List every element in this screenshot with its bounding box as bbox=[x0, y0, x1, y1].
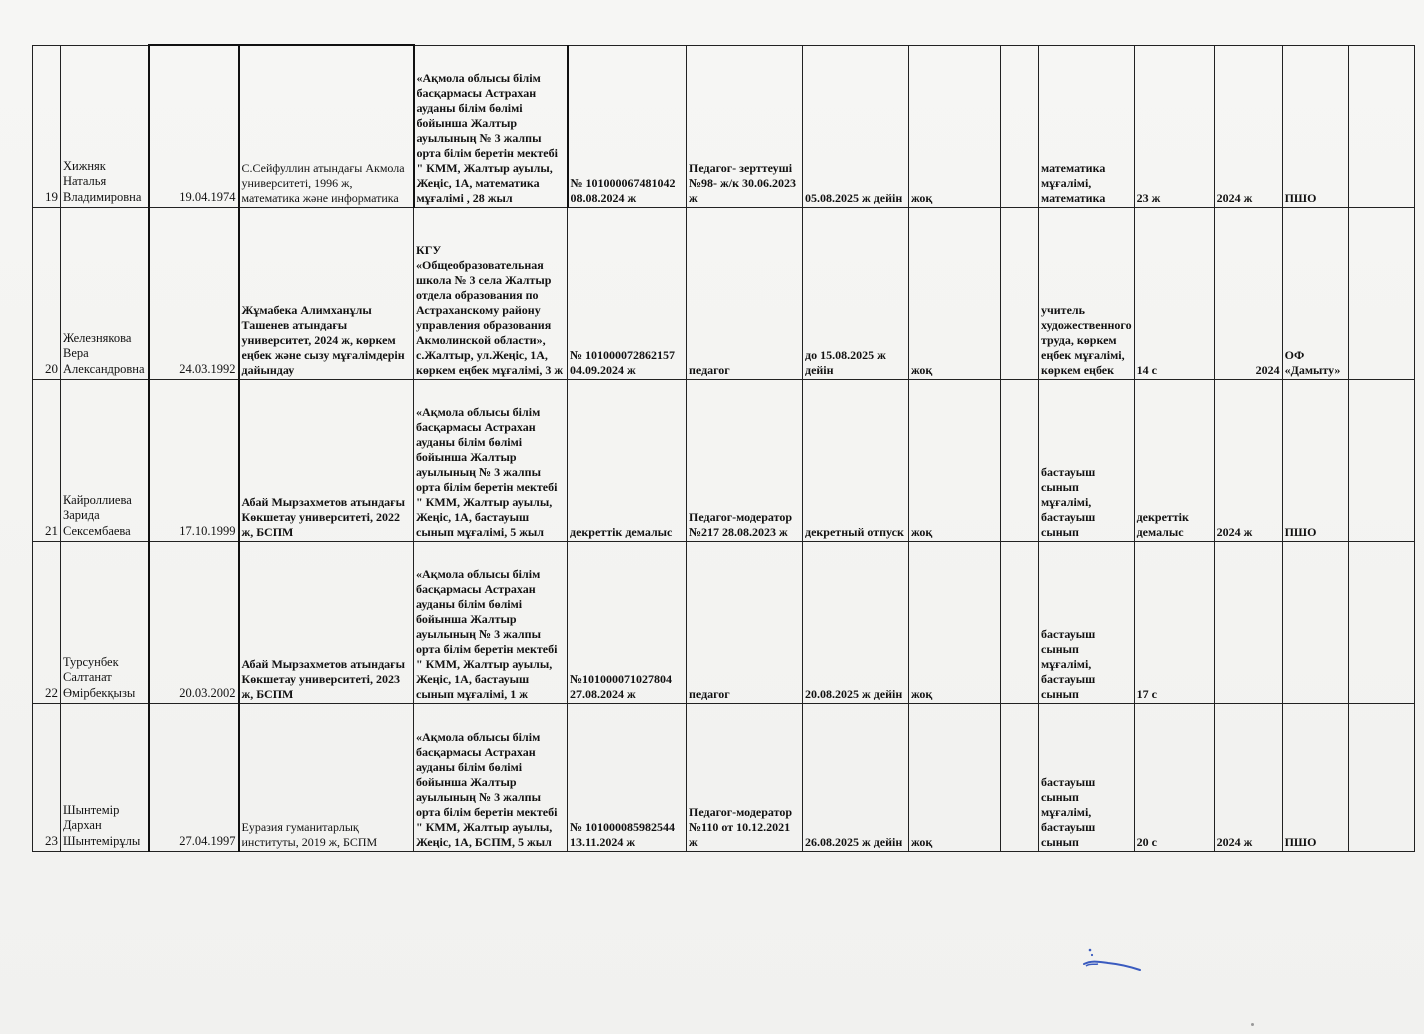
row-number: 20 bbox=[33, 207, 61, 379]
workload-cell: декреттік демалыс bbox=[1134, 379, 1214, 541]
workload-cell: 23 ж bbox=[1134, 45, 1214, 207]
education-cell: Еуразия гуманитарлық институты, 2019 ж, БСПМ bbox=[239, 703, 414, 851]
teacher-name: Железнякова Вера Александровна bbox=[61, 207, 149, 379]
position-cell: бастауыш сынып мұғалімі, бастауыш сынып bbox=[1039, 541, 1135, 703]
organization-cell: ПШО bbox=[1282, 703, 1348, 851]
birth-date: 24.03.1992 bbox=[149, 207, 239, 379]
certificate-cell: декреттік демалыс bbox=[568, 379, 687, 541]
empty-cell bbox=[1001, 541, 1039, 703]
row-number: 23 bbox=[33, 703, 61, 851]
empty-cell bbox=[1001, 207, 1039, 379]
position-cell: учитель художественного труда, көркем еңбек мұғалімі, көркем еңбек bbox=[1039, 207, 1135, 379]
scan-speck bbox=[1251, 1023, 1254, 1026]
education-cell: С.Сейфуллин атындағы Акмола университеті, 1996 ж, математика және информатика bbox=[239, 45, 414, 207]
certificate-cell: № 101000067481042 08.08.2024 ж bbox=[568, 45, 687, 207]
birth-date: 20.03.2002 bbox=[149, 541, 239, 703]
row-number: 22 bbox=[33, 541, 61, 703]
qualification-category: педагог bbox=[687, 541, 803, 703]
table-row bbox=[33, 207, 1415, 379]
empty-cell bbox=[1001, 379, 1039, 541]
spare-cell bbox=[1348, 703, 1414, 851]
staff-table bbox=[32, 44, 1415, 852]
education-cell: Абай Мырзахметов атындағы Көкшетау университеті, 2022 ж, БСПМ bbox=[239, 379, 414, 541]
certificate-cell: № 101000085982544 13.11.2024 ж bbox=[568, 703, 687, 851]
birth-date: 27.04.1997 bbox=[149, 703, 239, 851]
organization-cell: ПШО bbox=[1282, 379, 1348, 541]
workplace-cell: «Ақмола облысы білім басқармасы Астрахан ауданы білім бөлімі бойынша Жалтыр ауылының № 3 жалпы орта білім беретін мектебі " КММ, Жалтыр ауылы, Жеңіс, 1А, бастауыш сынып мұғалімі, 5 жыл bbox=[414, 379, 568, 541]
qualification-category: Педагог- зерттеуші №98- ж/к 30.06.2023 ж bbox=[687, 45, 803, 207]
signature-mark bbox=[1078, 946, 1148, 976]
teacher-name: Хижняк Наталья Владимировна bbox=[61, 45, 149, 207]
education-cell: Жұмабека Алимханұлы Ташенев атындағы университет, 2024 ж, көркем еңбек және сызу мұғалімдерін дайындау bbox=[239, 207, 414, 379]
spare-cell bbox=[1348, 379, 1414, 541]
year-cell: 2024 bbox=[1214, 207, 1282, 379]
year-cell: 2024 ж bbox=[1214, 379, 1282, 541]
spare-cell bbox=[1348, 541, 1414, 703]
organization-cell: ПШО bbox=[1282, 45, 1348, 207]
table-row bbox=[33, 45, 1415, 207]
spare-cell bbox=[1348, 207, 1414, 379]
qualification-category: Педагог-модератор №217 28.08.2023 ж bbox=[687, 379, 803, 541]
record-cell: жоқ bbox=[909, 541, 1001, 703]
education-cell: Абай Мырзахметов атындағы Көкшетау университеті, 2023 ж, БСПМ bbox=[239, 541, 414, 703]
table-row bbox=[33, 541, 1415, 703]
birth-date: 19.04.1974 bbox=[149, 45, 239, 207]
position-cell: бастауыш сынып мұғалімі, бастауыш сынып bbox=[1039, 379, 1135, 541]
table-row bbox=[33, 703, 1415, 851]
workload-cell: 17 с bbox=[1134, 541, 1214, 703]
birth-date: 17.10.1999 bbox=[149, 379, 239, 541]
position-cell: бастауыш сынып мұғалімі, бастауыш сынып bbox=[1039, 703, 1135, 851]
year-cell: 2024 ж bbox=[1214, 703, 1282, 851]
year-cell: 2024 ж bbox=[1214, 45, 1282, 207]
empty-cell bbox=[1001, 703, 1039, 851]
record-cell: жоқ bbox=[909, 703, 1001, 851]
organization-cell bbox=[1282, 541, 1348, 703]
teacher-name: Турсунбек Салтанат Өмірбекқызы bbox=[61, 541, 149, 703]
workplace-cell: «Ақмола облысы білім басқармасы Астрахан ауданы білім бөлімі бойынша Жалтыр ауылының № 3 жалпы орта білім беретін мектебі " КММ, Жалтыр ауылы, Жеңіс, 1А, бастауыш сынып мұғалімі, 1 ж bbox=[414, 541, 568, 703]
workplace-cell: «Ақмола облысы білім басқармасы Астрахан ауданы білім бөлімі бойынша Жалтыр ауылының № 3 жалпы орта білім беретін мектебі " КММ, Жалтыр ауылы, Жеңіс, 1А, математика мұғалімі , 28 жыл bbox=[414, 45, 568, 207]
valid-until-cell: 20.08.2025 ж дейін bbox=[803, 541, 909, 703]
spare-cell bbox=[1348, 45, 1414, 207]
valid-until-cell: 26.08.2025 ж дейін bbox=[803, 703, 909, 851]
workplace-cell: КГУ «Общеобразовательная школа № 3 села Жалтыр отдела образования по Астраханскому району управления образования Акмолинской области», с.Жалтыр, ул.Жеңіс, 1А, көркем еңбек мұғалімі, 3 ж bbox=[414, 207, 568, 379]
valid-until-cell: 05.08.2025 ж дейін bbox=[803, 45, 909, 207]
position-cell: математика мұғалімі, математика bbox=[1039, 45, 1135, 207]
workload-cell: 14 с bbox=[1134, 207, 1214, 379]
record-cell: жоқ bbox=[909, 45, 1001, 207]
record-cell: жоқ bbox=[909, 207, 1001, 379]
qualification-category: Педагог-модератор №110 от 10.12.2021 ж bbox=[687, 703, 803, 851]
organization-cell: ОФ «Дамыту» bbox=[1282, 207, 1348, 379]
certificate-cell: № 101000072862157 04.09.2024 ж bbox=[568, 207, 687, 379]
row-number: 21 bbox=[33, 379, 61, 541]
valid-until-cell: до 15.08.2025 ж дейін bbox=[803, 207, 909, 379]
qualification-category: педагог bbox=[687, 207, 803, 379]
teacher-name: Кайроллиева Зарида Сексембаева bbox=[61, 379, 149, 541]
record-cell: жоқ bbox=[909, 379, 1001, 541]
workload-cell: 20 с bbox=[1134, 703, 1214, 851]
workplace-cell: «Ақмола облысы білім басқармасы Астрахан ауданы білім бөлімі бойынша Жалтыр ауылының № 3 жалпы орта білім беретін мектебі " КММ, Жалтыр ауылы, Жеңіс, 1А, БСПМ, 5 жыл bbox=[414, 703, 568, 851]
valid-until-cell: декретный отпуск bbox=[803, 379, 909, 541]
empty-cell bbox=[1001, 45, 1039, 207]
certificate-cell: №101000071027804 27.08.2024 ж bbox=[568, 541, 687, 703]
teacher-name: Шынтемір Дархан Шынтемірұлы bbox=[61, 703, 149, 851]
row-number: 19 bbox=[33, 45, 61, 207]
table-row bbox=[33, 379, 1415, 541]
year-cell bbox=[1214, 541, 1282, 703]
